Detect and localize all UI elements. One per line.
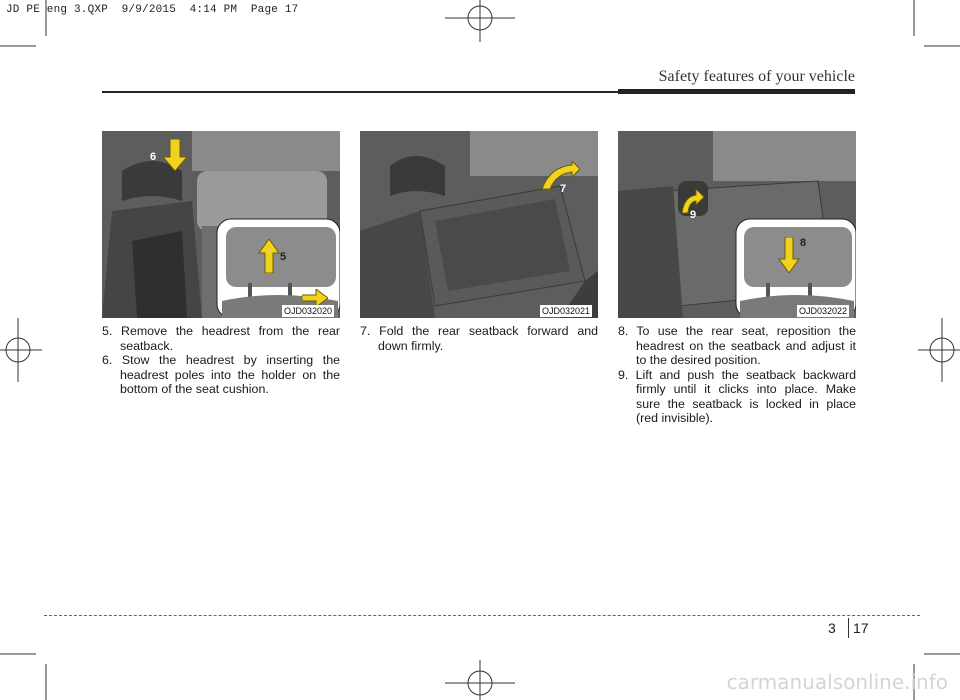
page-number: 17 (853, 620, 869, 636)
instruction-step: 6. Stow the headrest by inserting the headrest poles into the holder on the bottom of the seat cushion. (102, 353, 340, 396)
header-bar (618, 89, 855, 94)
callout-5: 5 (280, 251, 287, 263)
callout-6: 6 (150, 151, 157, 163)
callout-7: 7 (560, 183, 567, 195)
instruction-step: 8. To use the rear seat, reposition the headrest on the seatback and adjust it to the desired position. (618, 324, 856, 367)
instruction-step: 7. Fold the rear seatback forward and down firmly. (360, 324, 598, 353)
figure-fold-seatback (360, 131, 598, 318)
figure-reposition-seat (618, 131, 856, 318)
watermark: carmanualsonline.info (726, 670, 948, 694)
figure-code: OJD032022 (799, 306, 848, 316)
callout-8: 8 (800, 237, 807, 249)
print-slug: JD PE eng 3.QXP 9/9/2015 4:14 PM Page 17 (6, 4, 299, 16)
figure-code: OJD032021 (542, 306, 591, 316)
page-divider (848, 618, 849, 638)
arrow-up-icon (258, 239, 280, 273)
text-column-1 (102, 324, 340, 397)
callout-9: 9 (690, 209, 697, 221)
chapter-number: 3 (828, 620, 836, 636)
instruction-step: 5. Remove the headrest from the rear seatback. (102, 324, 340, 353)
text-column-3 (618, 324, 856, 426)
figure-remove-headrest (102, 131, 340, 318)
header-rule (102, 91, 618, 93)
arrow-down-icon (778, 237, 800, 273)
text-column-2 (360, 324, 598, 353)
arrow-down-icon (162, 139, 188, 171)
instruction-step: 9. Lift and push the seatback backward firmly until it clicks into place. Make sure the seatback is locked in place (red invisible). (618, 367, 856, 425)
figure-code: OJD032020 (284, 306, 333, 316)
section-title: Safety features of your vehicle (658, 68, 855, 85)
footer-rule (44, 615, 920, 616)
